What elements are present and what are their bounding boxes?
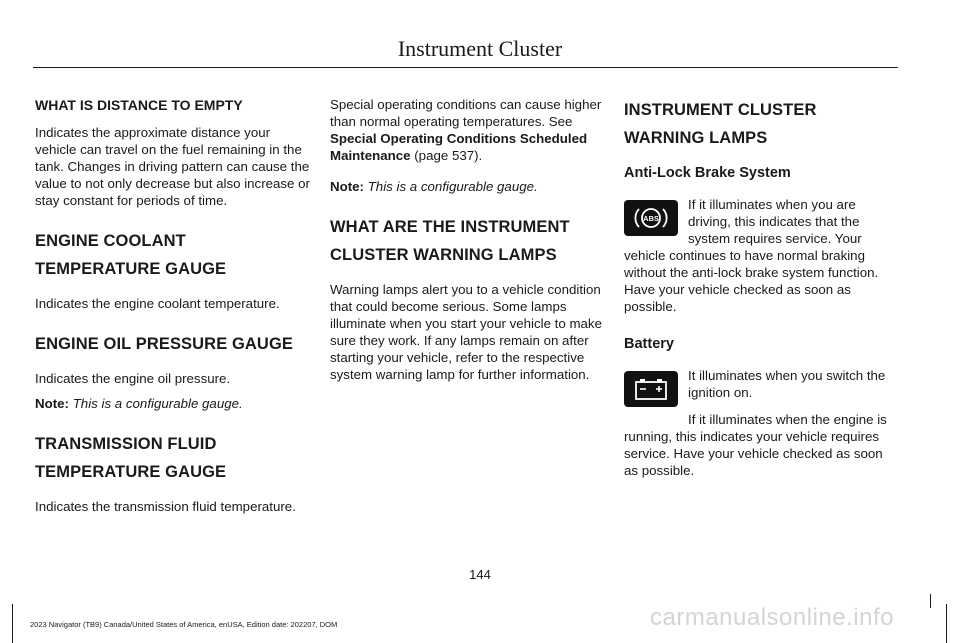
paragraph-oil-pressure: Indicates the engine oil pressure. xyxy=(35,371,231,386)
paragraph-coolant: Indicates the engine coolant temperature. xyxy=(35,296,280,311)
crop-mark-right-inner xyxy=(930,594,931,608)
special-conditions-text: Special operating conditions can cause higher than normal operating temperatures. See xyxy=(330,97,602,129)
crop-mark-left xyxy=(12,604,13,643)
abs-warning-icon xyxy=(624,200,678,236)
paragraph-special-conditions xyxy=(330,96,605,164)
heading-abs: Anti-Lock Brake System xyxy=(624,165,791,181)
paragraph-transmission: Indicates the transmission fluid temperature. xyxy=(35,499,296,514)
crop-mark-right xyxy=(946,604,947,643)
battery-section xyxy=(624,367,896,479)
heading-cluster-warning-lamps: INSTRUMENT CLUSTER WARNING LAMPS xyxy=(624,101,817,147)
note-label: Note: xyxy=(330,179,364,194)
column-3 xyxy=(624,96,896,493)
battery-warning-icon xyxy=(624,371,678,407)
paragraph-battery-2: If it illuminates when the engine is running, this indicates your vehicle requires service. Have your vehicle checked as soon as possible. xyxy=(624,412,887,478)
heading-battery: Battery xyxy=(624,336,674,352)
note-oil-pressure xyxy=(35,395,310,412)
note-text: This is a configurable gauge. xyxy=(367,179,538,194)
page-number: 144 xyxy=(469,567,491,582)
abs-icon-label: ABS xyxy=(643,214,659,223)
heading-warning-lamps-what: WHAT ARE THE INSTRUMENT CLUSTER WARNING LAMPS xyxy=(330,218,570,264)
watermark: carmanualsonline.info xyxy=(650,604,894,631)
abs-section xyxy=(624,196,896,315)
paragraph-warning-lamps: Warning lamps alert you to a vehicle condition that could become serious. Some lamps illuminate when you start your vehicle to make sure they work. If any lamps remain on after starting your vehicle, refer to the respective system warning lamp for further information. xyxy=(330,282,602,382)
note-configurable xyxy=(330,178,605,195)
column-2 xyxy=(330,96,605,397)
column-1 xyxy=(35,96,310,529)
paragraph-abs: If it illuminates when you are driving, this indicates that the system requires service. Your vehicle continues to have normal braking without the anti-lock brake system function. Have your vehicle checked as soon as possible. xyxy=(624,197,879,314)
header-divider xyxy=(33,67,898,68)
reference-link[interactable]: Special Operating Conditions Scheduled Maintenance xyxy=(330,131,588,163)
paragraph-battery-1: It illuminates when you switch the ignition on. xyxy=(688,368,886,400)
note-text: This is a configurable gauge. xyxy=(72,396,243,411)
heading-distance-to-empty: WHAT IS DISTANCE TO EMPTY xyxy=(35,97,243,113)
edition-footer: 2023 Navigator (TB9) Canada/United States of America, enUSA, Edition date: 202207, DOM xyxy=(30,620,338,629)
heading-transmission-fluid: TRANSMISSION FLUID TEMPERATURE GAUGE xyxy=(35,435,227,481)
heading-coolant-gauge: ENGINE COOLANT TEMPERATURE GAUGE xyxy=(35,232,227,278)
note-label: Note: xyxy=(35,396,69,411)
heading-oil-pressure: ENGINE OIL PRESSURE GAUGE xyxy=(35,335,293,353)
page-reference: (page 537). xyxy=(410,148,483,163)
paragraph-distance-to-empty: Indicates the approximate distance your vehicle can travel on the fuel remaining in the tank. Changes in driving pattern can cause the value to not only decrease but also increase or stay constant for periods of time. xyxy=(35,125,310,208)
page-title: Instrument Cluster xyxy=(397,36,563,61)
